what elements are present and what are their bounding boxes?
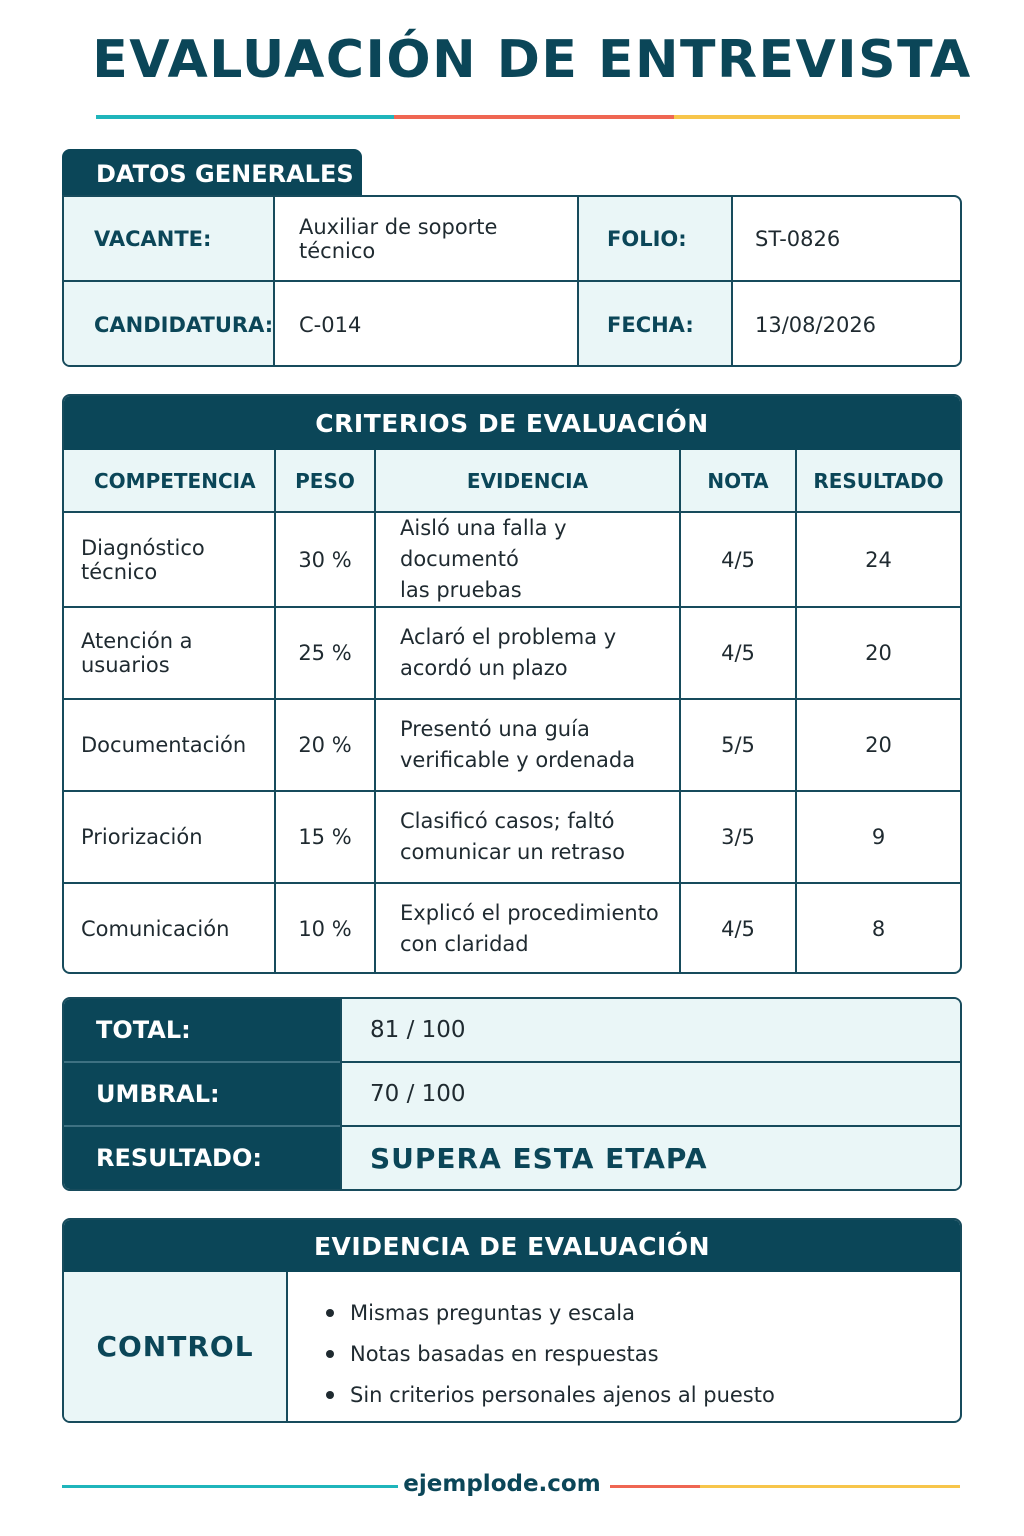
vacante-value: Auxiliar de soporte técnico: [275, 197, 579, 280]
footer-line-right-coral: [610, 1485, 700, 1488]
vacante-label: VACANTE:: [64, 197, 275, 280]
folio-label: FOLIO:: [579, 197, 733, 280]
umbral-row: [64, 1063, 960, 1127]
table-row: [64, 791, 960, 883]
footer-line-right-gold: [700, 1485, 960, 1488]
datos-row: [64, 282, 960, 367]
column-header-nota: NOTA: [680, 450, 796, 512]
nota-cell: 4/5: [680, 883, 796, 974]
list-item-text: Mismas preguntas y escala: [350, 1300, 636, 1325]
total-label: TOTAL:: [64, 999, 340, 1063]
evidencia-line: comunicar un retraso: [400, 840, 625, 864]
evidencia-line: acordó un plazo: [400, 656, 568, 680]
table-row: [64, 883, 960, 974]
list-item: [326, 1292, 960, 1333]
footer-site: ejemplode.com: [403, 1471, 601, 1497]
list-item: [326, 1374, 960, 1415]
total-row: [64, 999, 960, 1063]
evidencia-line: verificable y ordenada: [400, 748, 636, 772]
column-header-resultado: RESULTADO: [796, 450, 960, 512]
resultado-cell: 20: [796, 607, 960, 699]
fecha-value: 13/08/2026: [755, 312, 877, 337]
competencia-cell: Priorización: [64, 791, 275, 883]
criterios-table: [64, 450, 960, 974]
candidatura-value: C-014: [275, 282, 579, 367]
competencia-cell: Diagnóstico técnico: [64, 512, 275, 607]
datos-generales-header: DATOS GENERALES: [62, 149, 362, 197]
evidencia-line: Explicó el procedimiento: [400, 901, 659, 925]
total-value: 81 / 100: [340, 999, 960, 1063]
folio-value: ST-0826: [755, 226, 841, 251]
candidatura-label: CANDIDATURA:: [64, 282, 275, 367]
evidencia-line: Clasificó casos; faltó: [400, 809, 615, 833]
page-title: EVALUACIÓN DE ENTREVISTA: [92, 30, 972, 90]
peso-cell: 30 %: [275, 512, 375, 607]
table-header-row: [64, 450, 960, 512]
column-header-competencia: COMPETENCIA: [64, 450, 275, 512]
peso-cell: 10 %: [275, 883, 375, 974]
resultado-cell: 9: [796, 791, 960, 883]
datos-row: [64, 197, 960, 282]
title-divider: [96, 115, 960, 119]
competencia-cell: Comunicación: [64, 883, 275, 974]
evidencia-line: con claridad: [400, 932, 529, 956]
evidencia-line: Aclaró el problema y: [400, 625, 617, 649]
criterios-header: CRITERIOS DE EVALUACIÓN: [64, 396, 960, 450]
control-list: [288, 1272, 960, 1421]
fecha-label: FECHA:: [579, 282, 733, 367]
column-header-evidencia: EVIDENCIA: [375, 450, 680, 512]
peso-cell: 15 %: [275, 791, 375, 883]
column-header-peso: PESO: [275, 450, 375, 512]
evidencia-line: las pruebas: [400, 578, 522, 602]
bullet-icon: [326, 1309, 334, 1317]
evidencia-section: [62, 1218, 962, 1423]
evidencia-cell: [375, 699, 680, 791]
criterios-section: [62, 394, 962, 974]
bullet-icon: [326, 1350, 334, 1358]
competencia-cell: Atención a usuarios: [64, 607, 275, 699]
evidencia-cell: [375, 883, 680, 974]
nota-cell: 4/5: [680, 512, 796, 607]
evidencia-line: Aisló una falla y documentó: [400, 516, 567, 571]
resultado-value: SUPERA ESTA ETAPA: [340, 1127, 960, 1189]
list-item-text: Notas basadas en respuestas: [350, 1341, 659, 1366]
resultado-cell: 20: [796, 699, 960, 791]
nota-cell: 5/5: [680, 699, 796, 791]
resultado-label: RESULTADO:: [64, 1127, 340, 1189]
nota-cell: 3/5: [680, 791, 796, 883]
list-item: [326, 1333, 960, 1374]
peso-cell: 20 %: [275, 699, 375, 791]
evidencia-cell: [375, 607, 680, 699]
bullet-icon: [326, 1391, 334, 1399]
resultado-cell: 8: [871, 917, 886, 941]
nota-cell: 4/5: [680, 607, 796, 699]
table-row: [64, 699, 960, 791]
table-row: [64, 512, 960, 607]
datos-generales-table: [62, 195, 962, 367]
umbral-value: 70 / 100: [340, 1063, 960, 1127]
table-row: [64, 607, 960, 699]
resultado-row: [64, 1127, 960, 1189]
evidencia-cell: [375, 512, 680, 607]
evidencia-line: Presentó una guía: [400, 717, 590, 741]
control-label: CONTROL: [64, 1272, 288, 1421]
resultado-cell: 24: [796, 512, 960, 607]
totals-section: [62, 997, 962, 1191]
evidencia-cell: [375, 791, 680, 883]
peso-cell: 25 %: [275, 607, 375, 699]
umbral-label: UMBRAL:: [64, 1063, 340, 1127]
list-item-text: Sin criterios personales ajenos al puesto: [350, 1382, 775, 1407]
competencia-cell: Documentación: [64, 699, 275, 791]
evidencia-header: EVIDENCIA DE EVALUACIÓN: [64, 1220, 960, 1272]
